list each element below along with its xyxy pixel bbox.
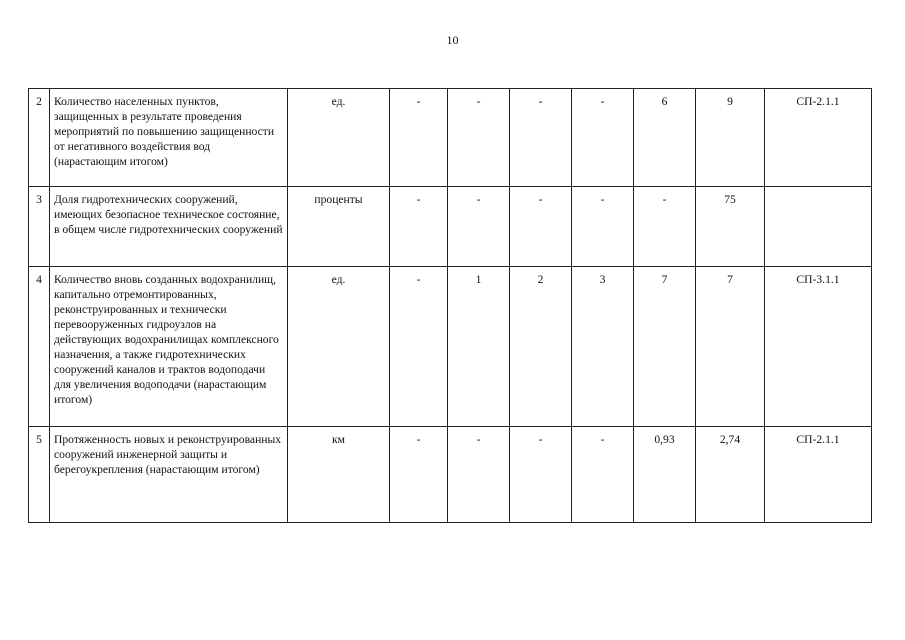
- value-cell: -: [390, 187, 448, 267]
- value-cell: -: [634, 187, 696, 267]
- value-cell: -: [510, 427, 572, 523]
- value-cell: -: [448, 187, 510, 267]
- page-number: 10: [446, 33, 459, 47]
- value-cell: 2: [510, 267, 572, 427]
- value-cell: -: [510, 89, 572, 187]
- value-cell: 0,93: [634, 427, 696, 523]
- indicator-name: Доля гидротехнических сооружений, имеющих безопасное техническое состояние, в общем числе гидротехнических сооружений: [50, 187, 288, 267]
- unit-cell: ед.: [288, 267, 390, 427]
- value-cell: 75: [696, 187, 765, 267]
- table-row: [29, 187, 872, 267]
- row-number: 2: [29, 89, 50, 187]
- value-cell: -: [448, 89, 510, 187]
- code-cell: [765, 187, 872, 267]
- value-cell: -: [572, 427, 634, 523]
- table-row: [29, 267, 872, 427]
- unit-cell: проценты: [288, 187, 390, 267]
- row-number: 3: [29, 187, 50, 267]
- value-cell: 1: [448, 267, 510, 427]
- value-cell: -: [510, 187, 572, 267]
- code-cell: СП-2.1.1: [765, 427, 872, 523]
- value-cell: 3: [572, 267, 634, 427]
- value-cell: -: [390, 267, 448, 427]
- value-cell: -: [572, 187, 634, 267]
- row-number: 5: [29, 427, 50, 523]
- value-cell: 7: [696, 267, 765, 427]
- indicator-name: Протяженность новых и реконструированных сооружений инженерной защиты и берегоукрепления (нарастающим итогом): [50, 427, 288, 523]
- indicators-table: [28, 88, 872, 523]
- code-cell: СП-3.1.1: [765, 267, 872, 427]
- unit-cell: ед.: [288, 89, 390, 187]
- indicator-name: Количество населенных пунктов, защищенных в результате проведения мероприятий по повышению защищенности от негативного воздействия вод (нарастающим итогом): [50, 89, 288, 187]
- value-cell: -: [572, 89, 634, 187]
- row-number: 4: [29, 267, 50, 427]
- value-cell: 7: [634, 267, 696, 427]
- indicator-name: Количество вновь созданных водохранилищ, капитально отремонтированных, реконструированных и технически перевооруженных гидроузлов на действующих водохранилищах комплексного назначения, а также гидротехнических сооружений каналов и трактов водоподачи для увеличения водоподачи (нарастающим итогом): [50, 267, 288, 427]
- value-cell: 6: [634, 89, 696, 187]
- table-row: [29, 427, 872, 523]
- value-cell: 9: [696, 89, 765, 187]
- value-cell: -: [448, 427, 510, 523]
- value-cell: -: [390, 89, 448, 187]
- code-cell: СП-2.1.1: [765, 89, 872, 187]
- table-row: [29, 89, 872, 187]
- value-cell: -: [390, 427, 448, 523]
- unit-cell: км: [288, 427, 390, 523]
- value-cell: 2,74: [696, 427, 765, 523]
